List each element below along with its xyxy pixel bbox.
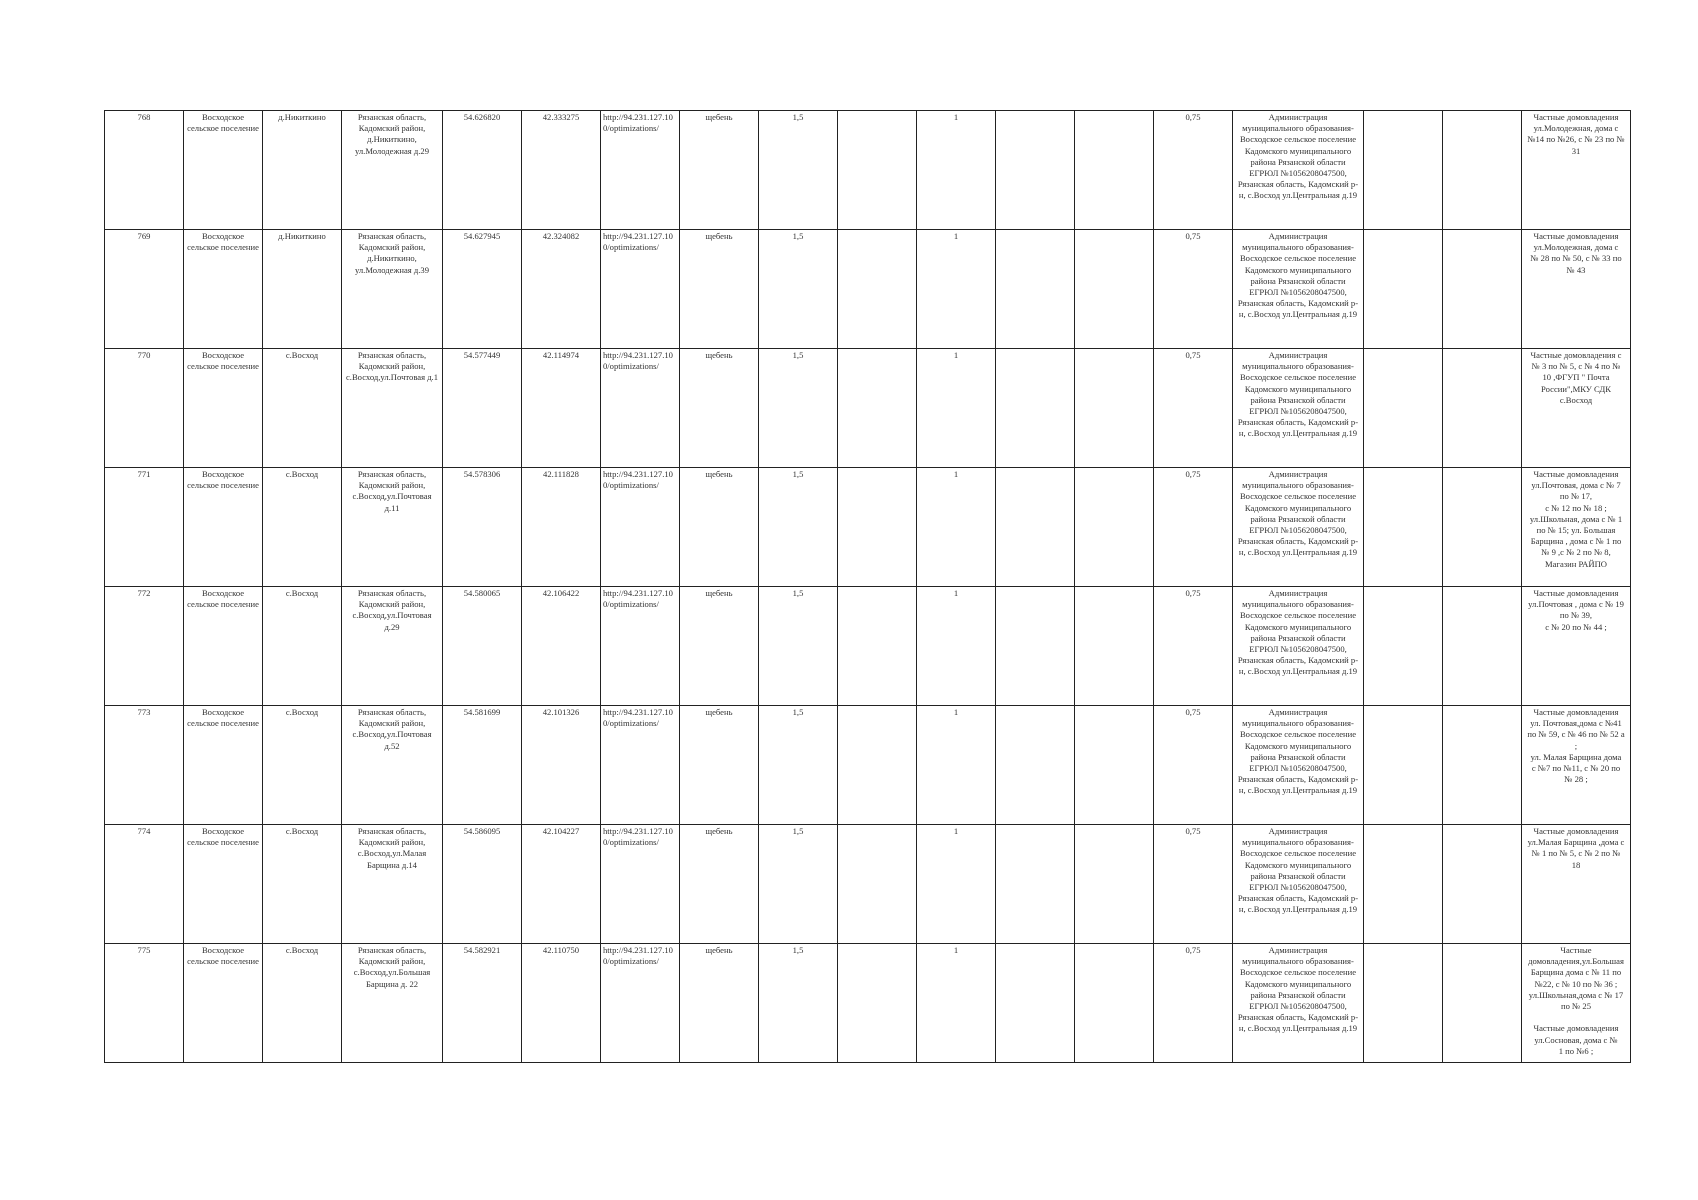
latitude-cell [443,825,522,944]
waste-sources-text: Частные домовладения ул. Почтовая,дома с №41 по № 59, с № 46 по № 52 а ; ул. Малая Барщина дома с №7 по №11, с № 20 по № 28 ; [1527,707,1625,785]
surface-text: щебень [705,469,733,479]
owner-cell [1233,111,1364,230]
empty-cell [838,468,917,587]
empty-cell [1443,349,1522,468]
latitude-text: 54.581699 [463,707,501,717]
empty-cell [838,349,917,468]
empty-cell [1364,825,1443,944]
container-count-cell [917,944,996,1063]
owner-text: Администрация муниципального образования- Восходское сельское поселение Кадомского муниципального района Рязанской области ЕГРЮЛ №1056208047500, Рязанская область, Кадомский р- н, с.Восход ул.Центральная д.19 [1237,112,1359,201]
container-count-text: 1 [953,112,959,122]
address-text: Рязанская область, Кадомский район, с.Восход,ул.Почтовая д.1 [345,350,439,383]
settlement-text: Восходское сельское поселение [187,588,259,610]
surface-text: щебень [705,588,733,598]
waste-sources-cell [1522,944,1631,1063]
volume-cell [1154,706,1233,825]
row-number-cell [105,825,184,944]
volume-text: 0,75 [1185,588,1201,598]
longitude-text: 42.333275 [542,112,580,122]
empty-cell [996,944,1075,1063]
link-cell [601,468,680,587]
container-count-text: 1 [953,231,959,241]
volume-cell [1154,587,1233,706]
volume-cell [1154,468,1233,587]
settlement-text: Восходское сельское поселение [187,826,259,848]
area-text: 1,5 [792,826,804,836]
waste-sources-text: Частные домовладения ул.Молодежная, дома с №14 по №26, с № 23 по № 31 [1527,112,1625,156]
row-number-text: 773 [137,707,151,717]
owner-text: Администрация муниципального образования- Восходское сельское поселение Кадомского муниципального района Рязанской области ЕГРЮЛ №1056208047500, Рязанская область, Кадомский р- н, с.Восход ул.Центральная д.19 [1237,231,1359,320]
empty-cell [1364,468,1443,587]
latitude-text: 54.580065 [463,588,501,598]
empty-cell [1075,825,1154,944]
settlement-text: Восходское сельское поселение [187,707,259,729]
longitude-cell [522,468,601,587]
waste-sources-text: Частные домовладения,ул.Большая Барщина дома с № 11 по №22, с № 10 по № 36 ; ул.Школьная,дома с № 17 по № 25 Частные домовладения ул.Сосновая, дома с № 1 по №6 ; [1528,945,1624,1056]
area-cell [759,825,838,944]
area-cell [759,587,838,706]
container-count-cell [917,825,996,944]
empty-cell [996,587,1075,706]
empty-cell [1075,468,1154,587]
owner-cell [1233,230,1364,349]
latitude-cell [443,706,522,825]
empty-cell [1075,230,1154,349]
latitude-cell [443,944,522,1063]
address-text: Рязанская область, Кадомский район, с.Восход,ул.Почтовая д.29 [352,588,432,632]
volume-cell [1154,111,1233,230]
empty-cell [838,587,917,706]
row-number-text: 768 [137,112,151,122]
surface-cell [680,944,759,1063]
waste-sources-cell [1522,587,1631,706]
locality-text: с.Восход [285,350,319,360]
empty-cell [996,230,1075,349]
empty-cell [996,825,1075,944]
empty-cell [996,706,1075,825]
locality-cell [263,349,342,468]
longitude-cell [522,706,601,825]
row-number-cell [105,111,184,230]
container-count-cell [917,230,996,349]
container-count-text: 1 [953,350,959,360]
empty-cell [1075,349,1154,468]
empty-cell [838,230,917,349]
empty-cell [838,825,917,944]
area-text: 1,5 [792,231,804,241]
container-count-text: 1 [953,469,959,479]
row-number-cell [105,468,184,587]
volume-text: 0,75 [1185,112,1201,122]
settlement-cell [184,230,263,349]
volume-text: 0,75 [1185,350,1201,360]
volume-cell [1154,825,1233,944]
row-number-text: 769 [137,231,151,241]
waste-sources-text: Частные домовладения с № 3 по № 5, с № 4 по № 10 ,ФГУП " Почта России",МКУ СДК с.Восход [1530,350,1622,405]
owner-text: Администрация муниципального образования- Восходское сельское поселение Кадомского муниципального района Рязанской области ЕГРЮЛ №1056208047500, Рязанская область, Кадомский р- н, с.Восход ул.Центральная д.19 [1237,707,1359,796]
address-text: Рязанская область, Кадомский район, с.Восход,ул.Почтовая д.11 [352,469,432,513]
container-count-cell [917,468,996,587]
address-cell [342,349,443,468]
surface-cell [680,587,759,706]
locality-text: с.Восход [285,826,319,836]
surface-cell [680,230,759,349]
row-number-cell [105,349,184,468]
empty-cell [1364,944,1443,1063]
row-number-text: 770 [137,350,151,360]
latitude-text: 54.626820 [463,112,501,122]
table-row [105,230,1631,349]
latitude-text: 54.577449 [463,350,501,360]
row-number-cell [105,944,184,1063]
latitude-cell [443,349,522,468]
empty-cell [1443,825,1522,944]
surface-cell [680,111,759,230]
address-cell [342,706,443,825]
row-number-text: 775 [137,945,151,955]
owner-text: Администрация муниципального образования- Восходское сельское поселение Кадомского муниципального района Рязанской области ЕГРЮЛ №1056208047500, Рязанская область, Кадомский р- н, с.Восход ул.Центральная д.19 [1237,588,1359,677]
area-text: 1,5 [792,112,804,122]
area-cell [759,944,838,1063]
link-text: http://94.231.127.10 0/optimizations/ [603,350,673,372]
table-row [105,706,1631,825]
link-cell [601,587,680,706]
locality-text: с.Восход [285,707,319,717]
area-text: 1,5 [792,469,804,479]
address-text: Рязанская область, Кадомский район, с.Восход,ул.Большая Барщина д. 22 [353,945,431,989]
address-text: Рязанская область, Кадомский район, с.Восход,ул.Малая Барщина д.14 [357,826,427,870]
area-text: 1,5 [792,350,804,360]
settlement-text: Восходское сельское поселение [187,350,259,372]
container-count-cell [917,587,996,706]
owner-cell [1233,706,1364,825]
link-text: http://94.231.127.10 0/optimizations/ [603,112,673,134]
longitude-cell [522,349,601,468]
settlement-cell [184,825,263,944]
owner-cell [1233,587,1364,706]
area-cell [759,230,838,349]
address-text: Рязанская область, Кадомский район, д.Никиткино, ул.Молодежная д.39 [354,231,430,275]
empty-cell [838,706,917,825]
waste-sources-cell [1522,349,1631,468]
area-cell [759,349,838,468]
row-number-cell [105,230,184,349]
volume-text: 0,75 [1185,707,1201,717]
settlement-cell [184,944,263,1063]
settlement-cell [184,468,263,587]
empty-cell [1075,587,1154,706]
address-text: Рязанская область, Кадомский район, с.Восход,ул.Почтовая д.52 [352,707,432,751]
waste-sources-cell [1522,825,1631,944]
empty-cell [1443,111,1522,230]
address-cell [342,825,443,944]
surface-cell [680,706,759,825]
empty-cell [1364,349,1443,468]
container-count-text: 1 [953,945,959,955]
container-count-text: 1 [953,826,959,836]
owner-cell [1233,468,1364,587]
area-text: 1,5 [792,707,804,717]
table-row [105,944,1631,1063]
area-text: 1,5 [792,588,804,598]
link-text: http://94.231.127.10 0/optimizations/ [603,231,673,253]
link-cell [601,944,680,1063]
longitude-cell [522,825,601,944]
volume-text: 0,75 [1185,231,1201,241]
waste-sources-text: Частные домовладения ул.Молодежная, дома с № 28 по № 50, с № 33 по № 43 [1530,231,1622,275]
surface-text: щебень [705,231,733,241]
latitude-text: 54.586095 [463,826,501,836]
longitude-text: 42.111828 [543,469,579,479]
locality-cell [263,706,342,825]
locality-text: д.Никиткино [278,112,326,122]
row-number-text: 771 [137,469,151,479]
empty-cell [996,111,1075,230]
volume-text: 0,75 [1185,945,1201,955]
settlement-cell [184,349,263,468]
registry-table-body [105,111,1631,1063]
locality-text: с.Восход [285,945,319,955]
longitude-cell [522,587,601,706]
waste-sources-text: Частные домовладения ул.Почтовая, дома с № 7 по № 17, с № 12 по № 18 ; ул.Школьная, дома с № 1 по № 15; ул. Большая Барщина , дома с № 1 по № 9 ,с № 2 по № 8, Магазин РАЙПО [1529,469,1623,569]
latitude-cell [443,230,522,349]
volume-text: 0,75 [1185,469,1201,479]
volume-cell [1154,230,1233,349]
longitude-text: 42.324082 [542,231,580,241]
waste-sources-cell [1522,706,1631,825]
table-row [105,111,1631,230]
empty-cell [1443,230,1522,349]
link-text: http://94.231.127.10 0/optimizations/ [603,826,673,848]
container-count-text: 1 [953,588,959,598]
container-count-cell [917,706,996,825]
owner-cell [1233,825,1364,944]
area-cell [759,706,838,825]
empty-cell [1364,706,1443,825]
volume-text: 0,75 [1185,826,1201,836]
link-cell [601,825,680,944]
empty-cell [1364,230,1443,349]
locality-cell [263,230,342,349]
empty-cell [1443,587,1522,706]
latitude-cell [443,587,522,706]
link-cell [601,230,680,349]
area-cell [759,111,838,230]
latitude-text: 54.627945 [463,231,501,241]
empty-cell [1075,111,1154,230]
longitude-text: 42.104227 [542,826,580,836]
waste-sources-cell [1522,230,1631,349]
surface-text: щебень [705,826,733,836]
settlement-text: Восходское сельское поселение [187,231,259,253]
latitude-text: 54.578306 [463,469,501,479]
area-text: 1,5 [792,945,804,955]
settlement-cell [184,111,263,230]
owner-text: Администрация муниципального образования- Восходское сельское поселение Кадомского муниципального района Рязанской области ЕГРЮЛ №1056208047500, Рязанская область, Кадомский р- н, с.Восход ул.Центральная д.19 [1237,945,1359,1034]
settlement-text: Восходское сельское поселение [187,469,259,491]
empty-cell [838,111,917,230]
empty-cell [1364,111,1443,230]
link-cell [601,706,680,825]
link-text: http://94.231.127.10 0/optimizations/ [603,945,673,967]
address-cell [342,587,443,706]
settlement-text: Восходское сельское поселение [187,112,259,134]
container-count-cell [917,111,996,230]
locality-cell [263,468,342,587]
waste-sources-text: Частные домовладения ул.Почтовая , дома с № 19 по № 39, с № 20 по № 44 ; [1528,588,1624,632]
longitude-text: 42.110750 [542,945,580,955]
owner-text: Администрация муниципального образования- Восходское сельское поселение Кадомского муниципального района Рязанской области ЕГРЮЛ №1056208047500, Рязанская область, Кадомский р- н, с.Восход ул.Центральная д.19 [1237,469,1359,558]
empty-cell [1443,944,1522,1063]
area-cell [759,468,838,587]
empty-cell [996,349,1075,468]
longitude-cell [522,230,601,349]
empty-cell [1364,587,1443,706]
locality-cell [263,587,342,706]
table-row [105,349,1631,468]
locality-text: с.Восход [285,469,319,479]
owner-cell [1233,349,1364,468]
surface-cell [680,825,759,944]
settlement-text: Восходское сельское поселение [187,945,259,967]
address-cell [342,944,443,1063]
waste-sources-cell [1522,111,1631,230]
link-text: http://94.231.127.10 0/optimizations/ [603,588,673,610]
volume-cell [1154,944,1233,1063]
empty-cell [1075,706,1154,825]
surface-cell [680,468,759,587]
surface-text: щебень [705,112,733,122]
address-text: Рязанская область, Кадомский район, д.Никиткино, ул.Молодежная д.29 [354,112,430,156]
table-row [105,825,1631,944]
row-number-cell [105,587,184,706]
settlement-cell [184,587,263,706]
surface-cell [680,349,759,468]
volume-cell [1154,349,1233,468]
empty-cell [838,944,917,1063]
empty-cell [1075,944,1154,1063]
link-text: http://94.231.127.10 0/optimizations/ [603,707,673,729]
container-count-cell [917,349,996,468]
waste-sources-text: Частные домовладения ул.Малая Барщина ,дома с № 1 по № 5, с № 2 по № 18 [1527,826,1625,870]
waste-sources-cell [1522,468,1631,587]
latitude-cell [443,468,522,587]
latitude-cell [443,111,522,230]
empty-cell [1443,706,1522,825]
link-text: http://94.231.127.10 0/optimizations/ [603,469,673,491]
longitude-text: 42.114974 [542,350,580,360]
longitude-text: 42.101326 [542,707,580,717]
empty-cell [1443,468,1522,587]
surface-text: щебень [705,707,733,717]
surface-text: щебень [705,350,733,360]
link-cell [601,111,680,230]
address-cell [342,230,443,349]
container-count-text: 1 [953,707,959,717]
table-row [105,468,1631,587]
row-number-text: 774 [137,826,151,836]
settlement-cell [184,706,263,825]
locality-text: д.Никиткино [278,231,326,241]
longitude-text: 42.106422 [542,588,580,598]
locality-cell [263,944,342,1063]
locality-cell [263,825,342,944]
latitude-text: 54.582921 [463,945,501,955]
owner-text: Администрация муниципального образования- Восходское сельское поселение Кадомского муниципального района Рязанской области ЕГРЮЛ №1056208047500, Рязанская область, Кадомский р- н, с.Восход ул.Центральная д.19 [1237,826,1359,915]
owner-text: Администрация муниципального образования- Восходское сельское поселение Кадомского муниципального района Рязанской области ЕГРЮЛ №1056208047500, Рязанская область, Кадомский р- н, с.Восход ул.Центральная д.19 [1237,350,1359,439]
registry-table [104,110,1631,1063]
row-number-text: 772 [137,588,151,598]
empty-cell [996,468,1075,587]
locality-cell [263,111,342,230]
table-row [105,587,1631,706]
surface-text: щебень [705,945,733,955]
row-number-cell [105,706,184,825]
locality-text: с.Восход [285,588,319,598]
owner-cell [1233,944,1364,1063]
longitude-cell [522,944,601,1063]
address-cell [342,468,443,587]
link-cell [601,349,680,468]
longitude-cell [522,111,601,230]
address-cell [342,111,443,230]
